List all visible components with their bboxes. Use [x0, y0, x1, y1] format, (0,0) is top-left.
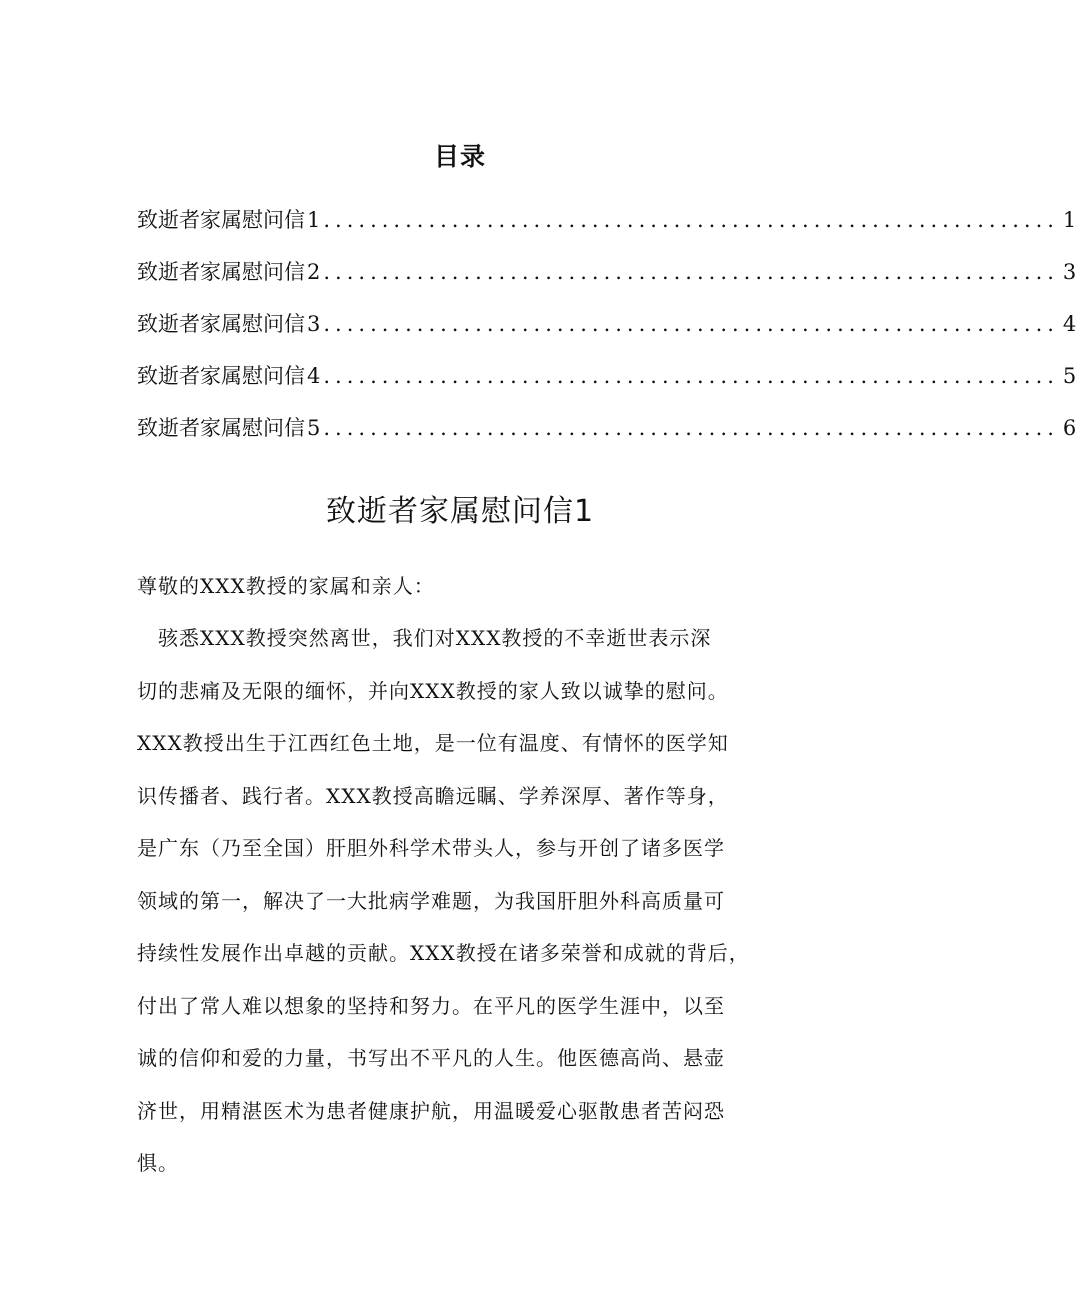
body-line: 付出了常人难以想象的坚持和努力。在平凡的医学生涯中，以至: [137, 993, 725, 1018]
letter-title: 致逝者家属慰问信1: [325, 494, 595, 529]
toc-dot-leader: ...............................................................: [323, 260, 1059, 284]
toc-entry[interactable]: [137, 252, 1076, 304]
toc-entry-title: 致逝者家属慰问信: [137, 416, 305, 440]
toc-entry-title: 致逝者家属慰问信: [137, 260, 305, 284]
body-line: 济世，用精湛医术为患者健康护航，用温暖爱心驱散患者苦闷恐: [137, 1098, 725, 1123]
body-line: 领域的第一，解决了一大批病学难题，为我国肝胆外科高质量可: [137, 888, 725, 913]
toc-entry-number: 2: [307, 260, 321, 284]
body-line: 识传播者、践行者。XXX教授高瞻远瞩、学养深厚、著作等身，: [137, 783, 729, 808]
body-line: 惧。: [137, 1151, 179, 1175]
toc-entry[interactable]: [137, 408, 1076, 460]
toc-entry-number: 5: [307, 416, 321, 440]
body-line: 持续性发展作出卓越的贡献。XXX教授在诸多荣誉和成就的背后，: [137, 941, 750, 965]
toc-dot-leader: ...............................................................: [323, 312, 1059, 336]
toc-entry-number: 1: [307, 208, 321, 232]
toc-entry[interactable]: [137, 304, 1076, 356]
toc-dot-leader: ...............................................................: [323, 416, 1059, 440]
body-line: 切的悲痛及无限的缅怀，并向XXX教授的家人致以诚挚的慰问。: [137, 678, 729, 703]
toc-dot-leader: ...............................................................: [323, 208, 1059, 232]
body-line: 骇悉XXX教授突然离世，我们对XXX教授的不幸逝世表示深: [137, 626, 712, 650]
toc-entry-page: 1: [1062, 208, 1076, 232]
toc-heading: 目录: [433, 142, 486, 171]
body-line: XXX教授出生于江西红色土地，是一位有温度、有情怀的医学知: [137, 731, 729, 755]
letter-body: [137, 618, 797, 1196]
toc-entry-title: 致逝者家属慰问信: [137, 364, 305, 388]
toc-entry[interactable]: [137, 356, 1076, 408]
toc-entry-title: 致逝者家属慰问信: [137, 208, 305, 232]
body-line: 诚的信仰和爱的力量，书写出不平凡的人生。他医德高尚、悬壶: [137, 1046, 725, 1070]
toc-entry-number: 4: [307, 364, 321, 388]
toc-entry-page: 5: [1062, 364, 1076, 388]
table-of-contents: [137, 200, 1076, 460]
toc-entry-page: 4: [1062, 312, 1076, 336]
body-line: 是广东（乃至全国）肝胆外科学术带头人，参与开创了诸多医学: [137, 836, 725, 860]
toc-entry[interactable]: [137, 200, 1076, 252]
toc-entry-page: 6: [1062, 416, 1076, 440]
toc-entry-title: 致逝者家属慰问信: [137, 312, 305, 336]
toc-entry-page: 3: [1062, 260, 1076, 284]
toc-dot-leader: ...............................................................: [323, 364, 1059, 388]
salutation: 尊敬的XXX教授的家属和亲人：: [137, 574, 435, 598]
toc-entry-number: 3: [307, 312, 321, 336]
